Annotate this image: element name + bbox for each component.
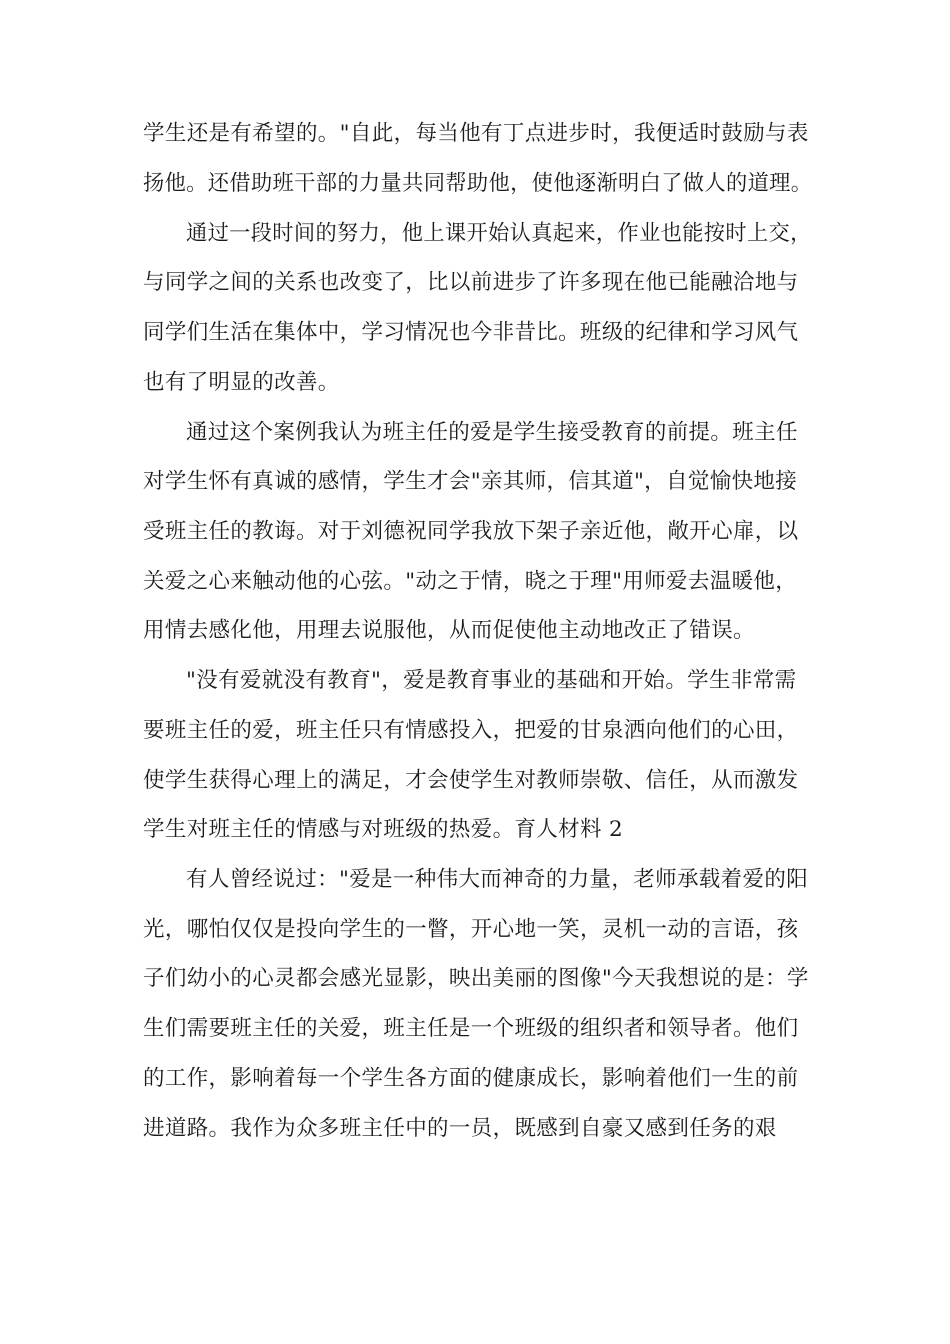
text-line: 同学们生活在集体中，学习情况也今非昔比。班级的纪律和学习风气 <box>143 320 799 345</box>
text-line: 要班主任的爱，班主任只有情感投入，把爱的甘泉洒向他们的心田， <box>143 718 799 743</box>
paragraph-first-line: "没有爱就没有教育"，爱是教育事业的基础和开始。学生非常需 <box>186 668 797 693</box>
text-line: 与同学之间的关系也改变了，比以前进步了许多现在他已能融洽地与 <box>143 270 799 295</box>
text-line: 关爱之心来触动他的心弦。"动之于情，晓之于理"用师爱去温暖他， <box>143 569 798 594</box>
paragraph-first-line: 通过一段时间的努力，他上课开始认真起来，作业也能按时上交， <box>186 221 812 246</box>
paragraph-first-line: 通过这个案例我认为班主任的爱是学生接受教育的前提。班主任 <box>186 420 798 445</box>
text-line: 也有了明显的改善。 <box>143 370 340 395</box>
text-line: 子们幼小的心灵都会感光显影，映出美丽的图像"今天我想说的是：学 <box>143 966 809 991</box>
text-line: 进道路。我作为众多班主任中的一员，既感到自豪又感到任务的艰 <box>143 1116 777 1141</box>
text-line: 学生对班主任的情感与对班级的热爱。育人材料 2 <box>143 817 624 842</box>
text-line: 的工作，影响着每一个学生各方面的健康成长，影响着他们一生的前 <box>143 1066 799 1091</box>
text-line: 使学生获得心理上的满足，才会使学生对教师崇敬、信任，从而激发 <box>143 768 799 793</box>
text-line: 生们需要班主任的关爱，班主任是一个班级的组织者和领导者。他们 <box>143 1016 799 1041</box>
text-line: 对学生怀有真诚的感情，学生才会"亲其师，信其道"，自觉愉快地接 <box>143 469 798 494</box>
paragraph-first-line: 有人曾经说过："爱是一种伟大而神奇的力量，老师承载着爱的阳 <box>186 867 809 892</box>
text-line: 用情去感化他，用理去说服他，从而促使他主动地改正了错误。 <box>143 618 755 643</box>
text-line: 扬他。还借助班干部的力量共同帮助他，使他逐渐明白了做人的道理。 <box>143 171 813 196</box>
text-line: 受班主任的教诲。对于刘德祝同学我放下架子亲近他，敞开心扉，以 <box>143 519 799 544</box>
text-line: 学生还是有希望的。"自此，每当他有丁点进步时，我便适时鼓励与表 <box>143 121 809 146</box>
text-line: 光，哪怕仅仅是投向学生的一瞥，开心地一笑，灵机一动的言语，孩 <box>143 917 799 942</box>
